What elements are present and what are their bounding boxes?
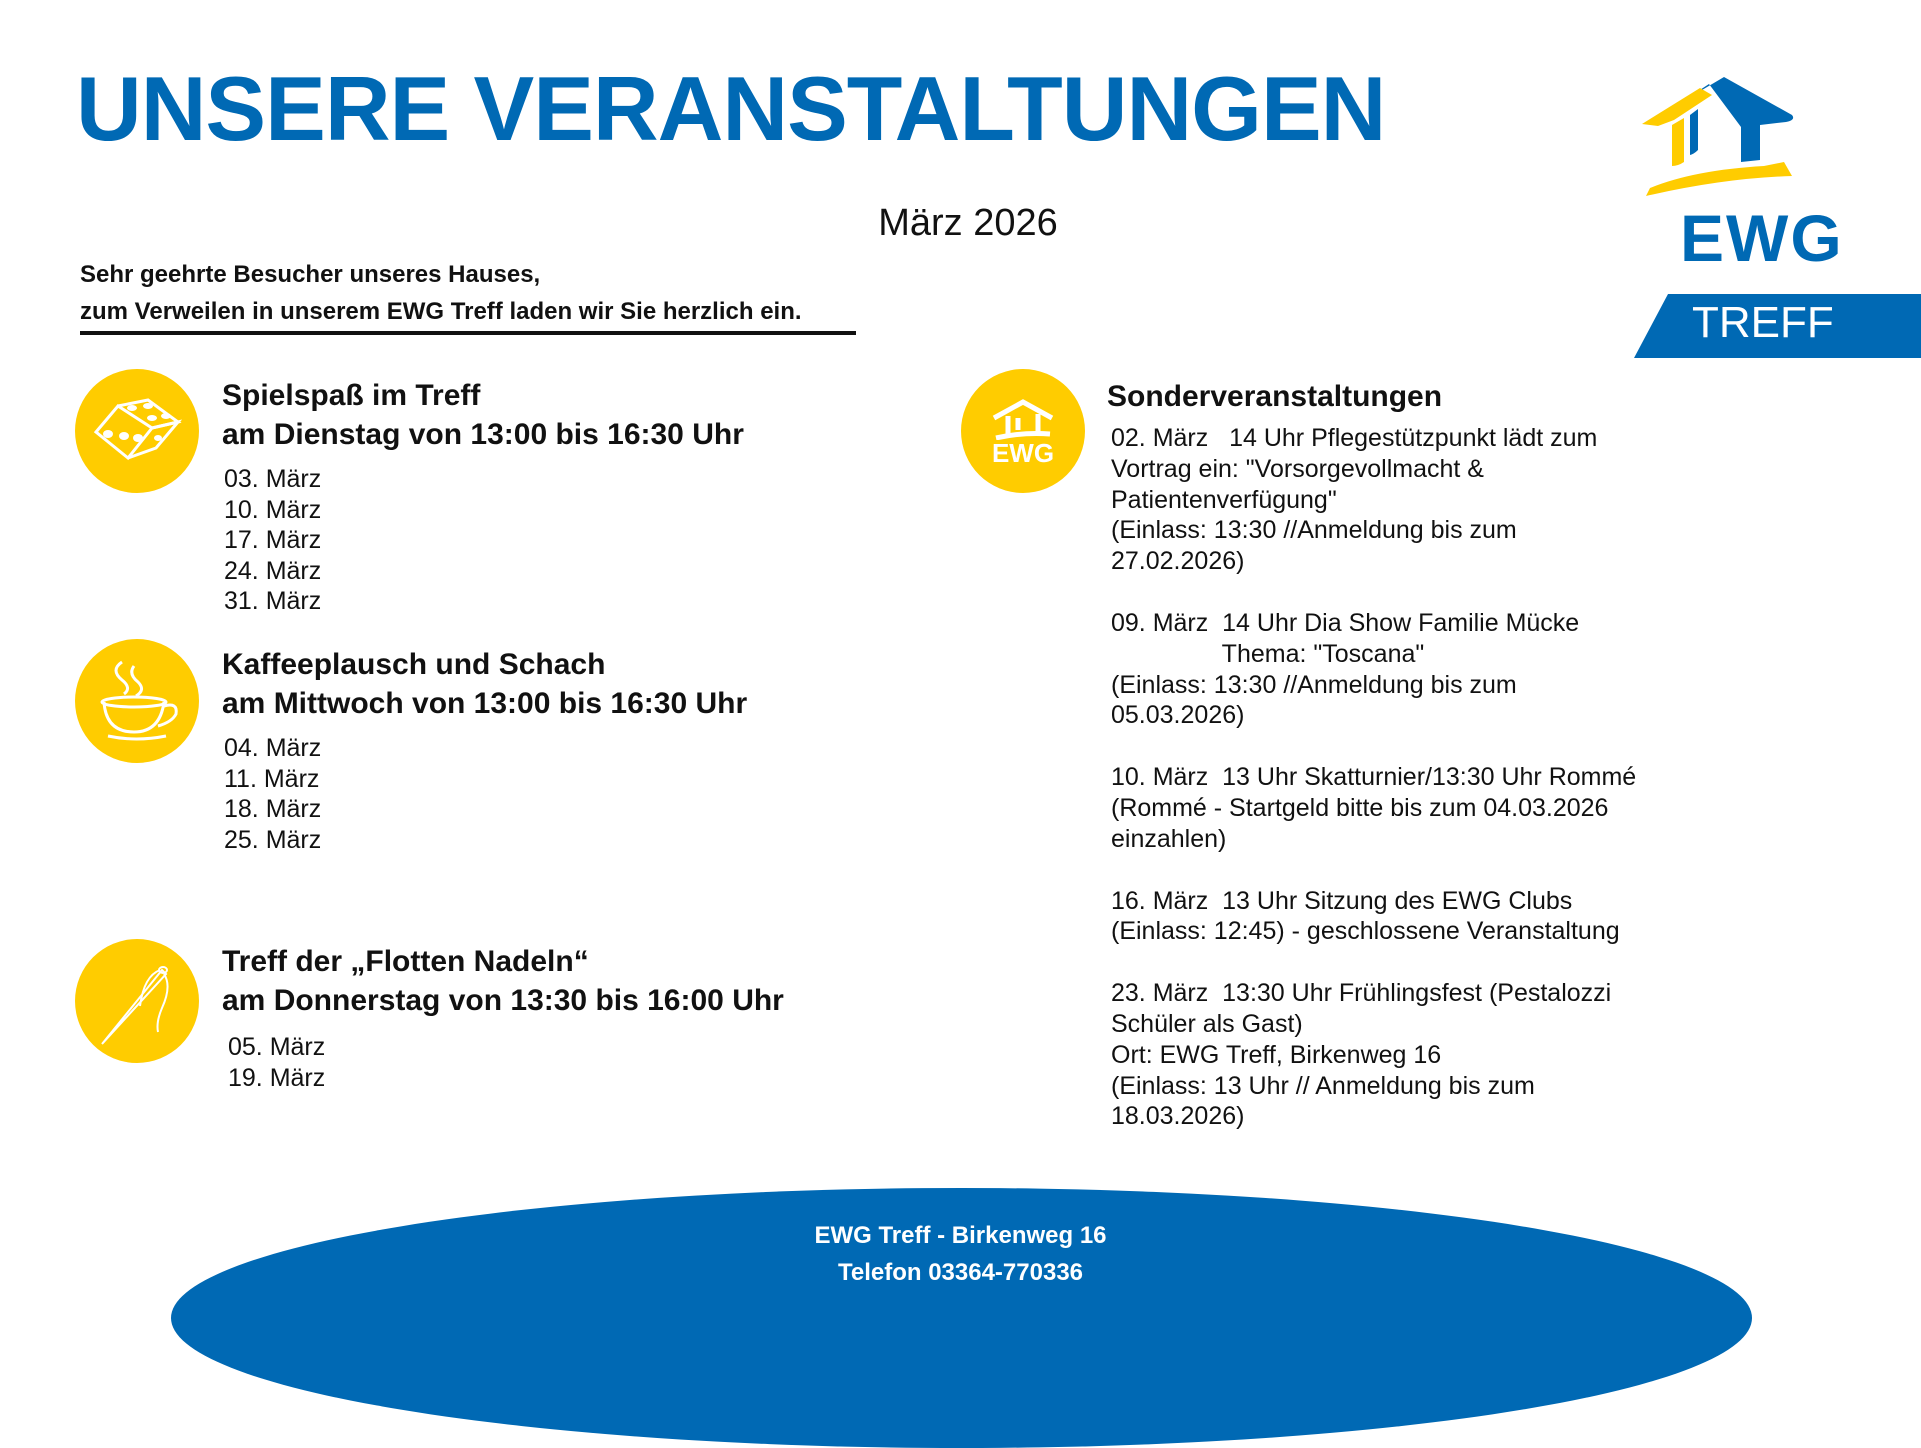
- date-item: 25. März: [224, 825, 322, 854]
- date-item: 10. März: [224, 495, 322, 524]
- greeting: [80, 256, 802, 330]
- footer-phone: Telefon 03364-770336: [837, 1259, 1084, 1286]
- date-item: 03. März: [224, 465, 322, 493]
- dice-icon: [75, 369, 199, 493]
- ewg-house-icon: [961, 369, 1085, 493]
- section-schedule: am Mittwoch von 13:00 bis 16:30 Uhr: [222, 687, 748, 720]
- date-item: 19. März: [228, 1063, 326, 1092]
- special-events-title: Sonderveranstaltungen: [1107, 380, 1443, 413]
- event-item: 23. März 13:30 Uhr Frühlingsfest (Pestalozzi Schüler als Gast) Ort: EWG Treff, Birkenweg 16 (Einlass: 13 Uhr // Anmeldung bis zum 18.03.2026): [1111, 979, 1612, 1131]
- date-item: 24. März: [224, 556, 322, 585]
- ewg-icon-label: EWG: [991, 438, 1055, 468]
- greeting-line-1: Sehr geehrte Besucher unseres Hauses,: [80, 261, 541, 288]
- section-schedule: am Donnerstag von 13:30 bis 16:00 Uhr: [222, 984, 784, 1017]
- date-item: 31. März: [224, 587, 322, 616]
- event-item: 09. März 14 Uhr Dia Show Familie Mücke Thema: "Toscana" (Einlass: 13:30 //Anmeldung bis zum 05.03.2026): [1111, 608, 1580, 730]
- section-title: Treff der „Flotten Nadeln“: [222, 945, 589, 978]
- needle-icon: [75, 939, 199, 1063]
- divider: [80, 331, 856, 335]
- section-spielspass: [222, 376, 744, 617]
- event-item: 02. März 14 Uhr Pflegestützpunkt lädt zum Vortrag ein: "Vorsorgevollmacht & Patientenverfügung" (Einlass: 13:30 //Anmeldung bis zum 27.02.2026): [1111, 424, 1598, 576]
- event-item: 10. März 13 Uhr Skatturnier/13:30 Uhr Rommé (Rommé - Startgeld bitte bis zum 04.03.2026 einzahlen): [1111, 763, 1637, 853]
- greeting-line-2: zum Verweilen in unserem EWG Treff laden wir Sie herzlich ein.: [80, 298, 802, 325]
- section-title: Spielspaß im Treff: [222, 379, 481, 412]
- date-item: 11. März: [224, 764, 320, 793]
- date-item: 05. März: [228, 1033, 326, 1061]
- date-item: 18. März: [224, 795, 322, 824]
- page-title: UNSERE VERANSTALTUNGEN: [76, 59, 1386, 160]
- month-label: März 2026: [878, 202, 1058, 244]
- section-schedule: am Dienstag von 13:00 bis 16:30 Uhr: [222, 418, 744, 451]
- section-kaffeeplausch: [222, 645, 747, 855]
- special-events-list: [1111, 423, 1636, 1163]
- date-item: 04. März: [224, 734, 322, 762]
- section-title: Kaffeeplausch und Schach: [222, 648, 606, 681]
- logo-band-text: TREFF: [1692, 298, 1834, 347]
- section-flotte-nadeln: [222, 942, 784, 1093]
- ewg-treff-logo: [1634, 70, 1921, 360]
- footer-address: EWG Treff - Birkenweg 16: [814, 1222, 1107, 1249]
- logo-brand: EWG: [1680, 201, 1844, 275]
- event-item: 16. März 13 Uhr Sitzung des EWG Clubs (Einlass: 12:45) - geschlossene Veranstaltung: [1111, 886, 1620, 946]
- coffee-cup-icon: [75, 639, 199, 763]
- date-item: 17. März: [224, 526, 322, 555]
